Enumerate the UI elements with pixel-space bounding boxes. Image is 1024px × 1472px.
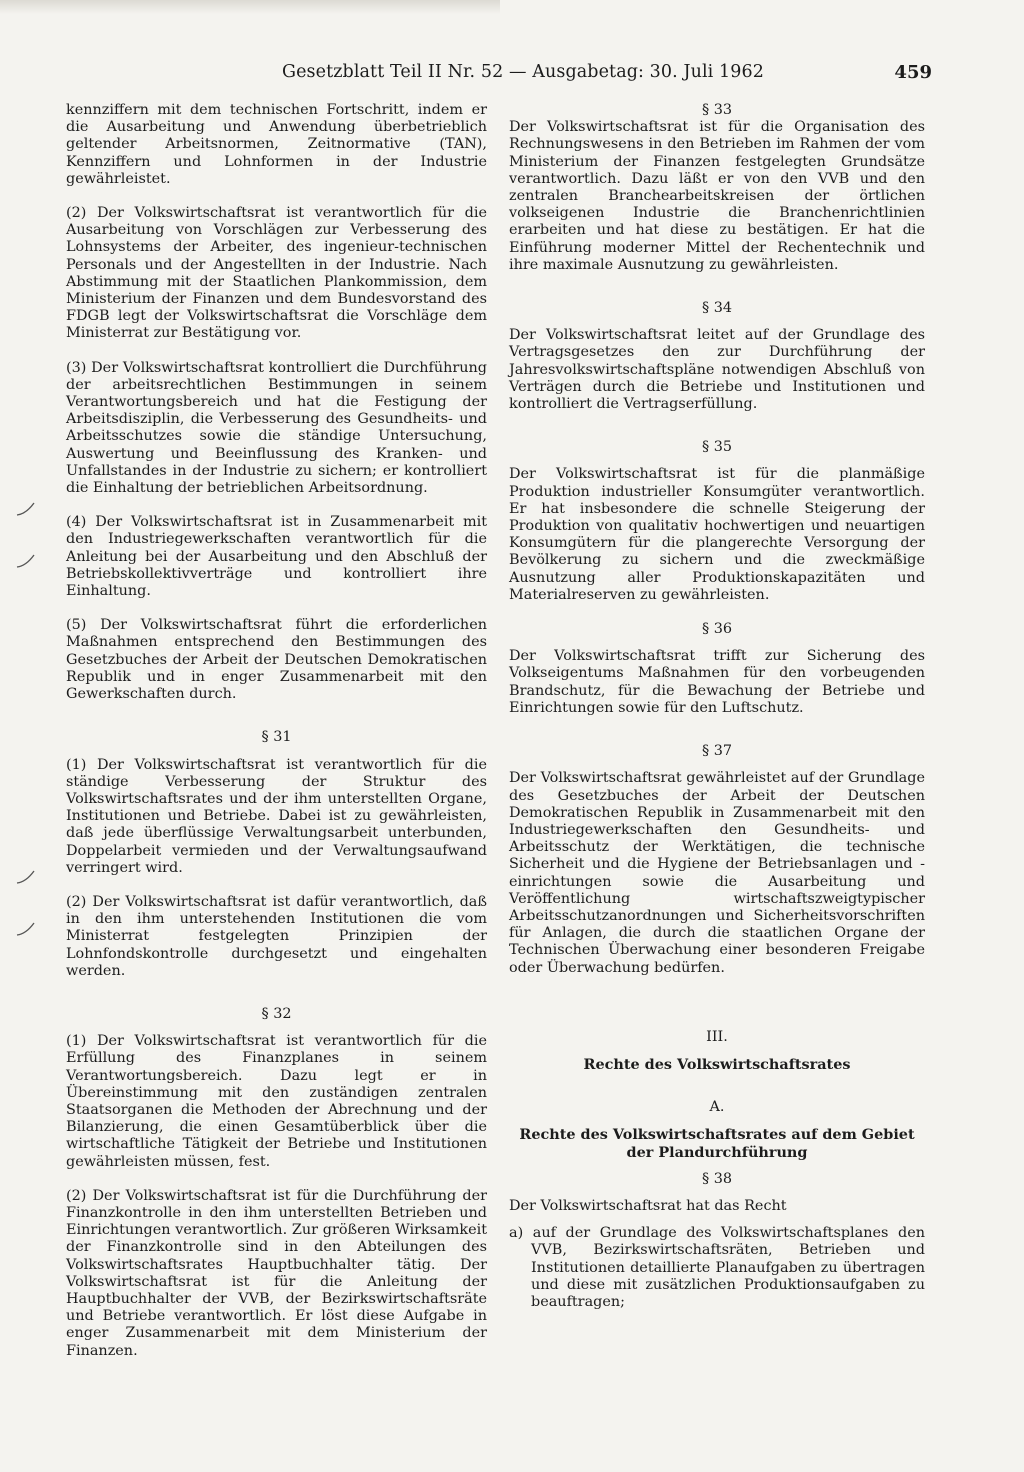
subpart-letter: A.: [709, 1099, 725, 1116]
paragraph-3: (3) Der Volkswirtschaftsrat kontrolliert die Durchführung der arbeitsrechtlichen Bestimmungen in seinem Verantwortungsbereich und hat die Festigung der Arbeitsdisziplin, die Verbesserung des Gesundheits- und Arbeitsschutzes sowie die ständige Untersuchung, Auswertung und Beeinflussung des Kranken- und Unfallstandes in der Industrie zu sichern; er kontrolliert die Einhaltung der betrieblichen Arbeitsordnung.: [66, 359, 487, 497]
section-34-text: Der Volkswirtschaftsrat leitet auf der Grundlage des Vertragsgesetzes den zur Durchführung der Jahresvolkswirtschaftspläne notwendigen Abschluß von Verträgen durch die Betriebe und Institutionen und kontrolliert die Vertragserfüllung.: [509, 327, 925, 413]
section-heading-35: § 35: [701, 439, 733, 456]
part-number: III.: [706, 1028, 728, 1045]
section-32-paragraph-1: (1) Der Volkswirtschaftsrat ist verantwortlich für die Erfüllung des Finanzplanes in seinem Verantwortungsbereich. Dazu legt er in Übereinstimmung mit den zuständigen zentralen Staatsorganen die Methoden der Abrechnung und der Bilanzierung, die einen Gesamtüberblick über die wirtschaftliche Tätigkeit der Betriebe und Institutionen gewährleisten müssen, fest.: [66, 1033, 487, 1170]
pencil-tick-mark: [14, 500, 38, 520]
section-31-paragraph-1: (1) Der Volkswirtschaftsrat ist verantwortlich für die ständige Verbesserung der Struktur des Volkswirtschaftsrates und der ihm unterstellten Organe, Institutionen und Betriebe. Dabei ist zu gewährleisten, daß jede überflüssige Verwaltungsarbeit unterbunden, Doppelarbeit vermieden und der Verwaltungsaufwand verringert wird.: [66, 756, 487, 876]
section-heading-38: § 38: [701, 1170, 733, 1187]
section-32-paragraph-2: (2) Der Volkswirtschaftsrat ist für die Durchführung der Finanzkontrolle in den ihm unterstellten Betrieben und Einrichtungen verantwortlich. Zur größeren Wirksamkeit der Finanzkontrolle sind in den Abteilungen des Volkswirtschaftsrates Hauptbuchhalter tätig. Der Volkswirtschaftsrat ist für die Anleitung der Hauptbuchhalter der VVB, der Bezirkswirtschaftsräte und Betriebe verantwortlich. Er löst diese Aufgabe in enger Zusammenarbeit mit dem Ministerium der Finanzen.: [66, 1187, 487, 1359]
subpart-title: Rechte des Volkswirtschaftsrates auf dem Gebiet der Plandurchführung: [519, 1126, 915, 1161]
paragraph-5: (5) Der Volkswirtschaftsrat führt die erforderlichen Maßnahmen entsprechend den Bestimmungen des Gesetzbuches der Arbeit der Deutschen Demokratischen Republik und in enger Zusammenarbeit mit den Gewerkschaften durch.: [66, 617, 487, 703]
paragraph-continuation: kennziffern mit dem technischen Fortschritt, indem er die Ausarbeitung und Anwendung überbetrieblich geltender Arbeitsnormen, Zeitnormative (TAN), Kennziffern und Lohnformen in der Industrie gewährleistet.: [66, 102, 487, 187]
section-35-text: Der Volkswirtschaftsrat ist für die planmäßige Produktion industrieller Konsumgüter verantwortlich. Er hat insbesondere die schnelle Steigerung der Produktion von qualitativ hochwertigen und neuartigen Konsumgütern für die plangerechte Versorgung der Bevölkerung zu sichern und die zweckmäßige Ausnutzung aller Produktionskapazitäten und Materialreserven zu gewährleisten.: [509, 466, 925, 603]
page-number: 459: [894, 62, 932, 83]
section-heading-37: § 37: [701, 743, 733, 760]
scan-edge-shadow: [0, 0, 500, 14]
left-column: [66, 102, 487, 1360]
section-heading-34: § 34: [701, 300, 733, 317]
paragraph-4: (4) Der Volkswirtschaftsrat ist in Zusammenarbeit mit den Industriegewerkschaften verantwortlich für die Anleitung bei der Ausarbeitung und den Abschluß der Betriebskollektivverträge und kontrolliert ihre Einhaltung.: [66, 514, 487, 600]
section-38-item-a: a) auf der Grundlage des Volkswirtschaftsplanes den VVB, Bezirkswirtschaftsräten, Betrieben und Institutionen detaillierte Planaufgaben zu übertragen und diese mit zusätzlichen Produktionsaufgaben zu beauftragen;: [509, 1225, 925, 1310]
section-heading-31: § 31: [261, 729, 292, 746]
pencil-tick-mark: [14, 920, 38, 940]
section-heading-32: § 32: [261, 1005, 292, 1022]
section-33-text: Der Volkswirtschaftsrat ist für die Organisation des Rechnungswesens in den Betrieben im Rahmen der vom Ministerium der Finanzen festgelegten Grundsätze verantwortlich. Dazu läßt er von den VVB und den zentralen Branchearbeitskreisen der örtlichen volkseigenen Industrie die Branchenrichtlinien erarbeiten und hat diese zu bestätigen. Er hat die Einführung moderner Mittel der Rechentechnik und ihre maximale Ausnutzung zu gewährleisten.: [509, 119, 925, 273]
gazette-title: Gesetzblatt Teil II Nr. 52 — Ausgabetag: 30. Juli 1962: [282, 62, 764, 82]
section-heading-33: § 33: [701, 102, 733, 118]
page-header: [282, 62, 932, 98]
section-38-intro: Der Volkswirtschaftsrat hat das Recht: [509, 1197, 787, 1214]
section-31-paragraph-2: (2) Der Volkswirtschaftsrat ist dafür verantwortlich, daß in den ihm unterstehenden Institutionen die vom Ministerrat festgelegten Prinzipien der Lohnfondskontrolle durchgesetzt und eingehalten werden.: [66, 893, 487, 979]
part-title: Rechte des Volkswirtschaftsrates: [583, 1055, 851, 1073]
margin-marks: [14, 0, 44, 1472]
right-column: [509, 102, 925, 1311]
section-heading-36: § 36: [701, 621, 733, 638]
section-37-text: Der Volkswirtschaftsrat gewährleistet auf der Grundlage des Gesetzbuches der Arbeit der Deutschen Demokratischen Republik in Zusammenarbeit mit den Industriegewerkschaften den Gesundheits- und Arbeitsschutz der Werktätigen, die technische Sicherheit und die Hygiene der Betriebsanlagen und -einrichtungen sowie die Ausarbeitung und Veröffentlichung wirtschaftszweigtypischer Arbeitsschutzanordnungen und Sicherheitsvorschriften für Anlagen, die durch die staatlichen Organe der Technischen Überwachung einer besonderen Freigabe oder Überwachung bedürfen.: [509, 770, 925, 976]
pencil-tick-mark: [14, 868, 38, 888]
paragraph-2: (2) Der Volkswirtschaftsrat ist verantwortlich für die Ausarbeitung von Vorschlägen zur Verbesserung des Lohnsystems der Arbeiter, des ingenieur-technischen Personals und der Angestellten in der Industrie. Nach Abstimmung mit der Staatlichen Plankommission, dem Ministerium der Finanzen und dem Bundesvorstand des FDGB legt der Volkswirtschaftsrat die Vorschläge dem Ministerrat zur Bestätigung vor.: [66, 205, 487, 342]
section-36-text: Der Volkswirtschaftsrat trifft zur Sicherung des Volkseigentums Maßnahmen für den vorbeugenden Brandschutz, für die Bewachung der Betriebe und Einrichtungen sowie für den Luftschutz.: [509, 648, 925, 716]
pencil-tick-mark: [14, 552, 38, 572]
